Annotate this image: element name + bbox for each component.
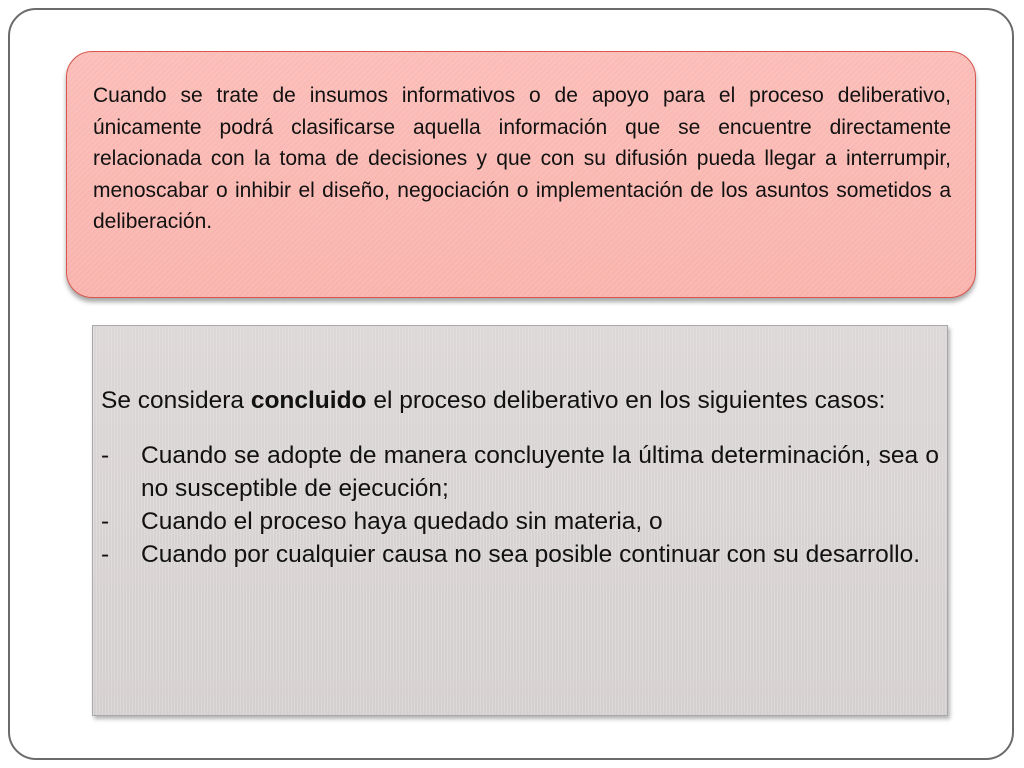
bullet-dash: -: [101, 508, 110, 535]
concluded-cases-list: [101, 439, 939, 571]
case-text: Cuando se adopte de manera concluyente la última determinación, sea o no susceptible de ejecución;: [141, 442, 939, 502]
intro-bold-word: concluido: [250, 387, 367, 414]
bullet-dash: -: [101, 541, 110, 568]
list-item: [101, 538, 939, 571]
classification-note-text: Cuando se trate de insumos informativos o de apoyo para el proceso deliberativo, únicamente podrá clasificarse aquella información que se encuentre directamente relacionada con la toma de decisiones y que con su difusión pueda llegar a interrumpir, menoscabar o inhibir el diseño, negociación o implementación de los asuntos sometidos a deliberación.: [93, 84, 951, 233]
concluded-cases-box: [92, 325, 948, 716]
case-text: Cuando por cualquier causa no sea posible continuar con su desarrollo.: [141, 541, 921, 568]
case-text: Cuando el proceso haya quedado sin materia, o: [141, 508, 663, 535]
intro-text-end: el proceso deliberativo en los siguientes casos:: [366, 387, 886, 414]
intro-text-start: Se considera: [101, 387, 251, 414]
list-item: [101, 439, 939, 505]
bullet-dash: -: [101, 442, 110, 469]
concluded-cases-intro: [101, 384, 939, 417]
slide-frame: [8, 8, 1014, 760]
classification-note-box: [66, 51, 976, 298]
list-item: [101, 505, 939, 538]
